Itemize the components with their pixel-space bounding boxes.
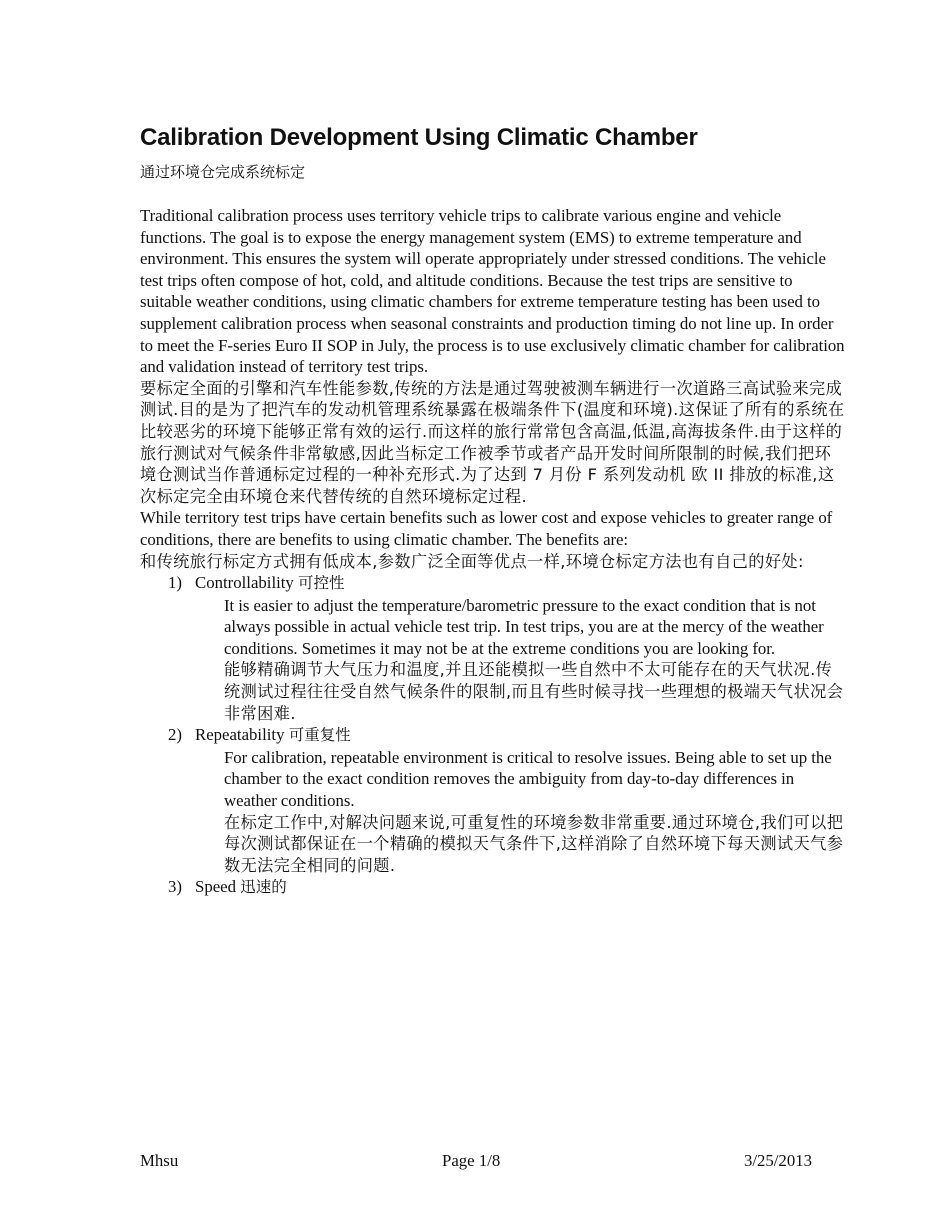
benefits-intro-en: While territory test trips have certain benefits such as lower cost and expose vehicles to greater range of conditions, there are benefits to using climatic chamber. The benefits are: bbox=[140, 508, 833, 549]
benefit-item-speed bbox=[140, 876, 846, 899]
benefits-intro-zh: 和传统旅行标定方式拥有低成本,参数广泛全面等优点一样,环境仓标定方法也有自己的好处: bbox=[140, 551, 804, 571]
benefit-label-zh: 可控性 bbox=[298, 574, 345, 593]
benefit-body bbox=[140, 595, 846, 725]
benefit-label-zh: 可重复性 bbox=[288, 726, 351, 745]
footer-page-number: Page 1/8 bbox=[442, 1151, 501, 1170]
document-title: Calibration Development Using Climatic Chamber bbox=[140, 124, 698, 151]
benefit-label-zh: 迅速的 bbox=[240, 878, 287, 897]
footer-author: Mhsu bbox=[140, 1151, 179, 1170]
benefit-label-en: Speed bbox=[195, 877, 237, 897]
benefit-body-zh: 在标定工作中,对解决问题来说,可重复性的环境参数非常重要.通过环境仓,我们可以把每次测试都保证在一个精确的模拟天气条件下,这样消除了自然环境下每天测试天气参数无法完全相同的问题. bbox=[224, 812, 844, 875]
benefits-list bbox=[140, 572, 846, 899]
benefit-number: 1) bbox=[168, 573, 182, 593]
benefit-body-zh: 能够精确调节大气压力和温度,并且还能模拟一些自然中不太可能存在的天气状况.传统测试过程往往受自然气候条件的限制,而且有些时候寻找一些理想的极端天气状况会非常困难. bbox=[224, 660, 844, 723]
document-subtitle: 通过环境仓完成系统标定 bbox=[140, 163, 306, 181]
benefit-label-en: Repeatability bbox=[195, 725, 285, 745]
footer-date: 3/25/2013 bbox=[743, 1151, 812, 1170]
document-body bbox=[140, 122, 846, 899]
benefit-item-repeatability bbox=[140, 724, 846, 876]
benefit-number: 3) bbox=[168, 877, 182, 897]
intro-paragraph-en: Traditional calibration process uses territory vehicle trips to calibrate various engine and vehicle functions. The goal is to expose the energy management system (EMS) to extreme temperature and environment. This ensures the system will operate appropriately under stressed conditions. The vehicle test trips often compose of hot, cold, and altitude conditions. Because the test trips are sensitive to suitable weather conditions, using climatic chambers for extreme temperature testing has been used to supplement calibration process when seasonal constraints and production timing do not line up. In order to meet the F-series Euro II SOP in July, the process is to use exclusively climatic chamber for calibration and validation instead of territory test trips. bbox=[140, 206, 845, 377]
page-footer bbox=[140, 1150, 812, 1172]
benefit-body-en: For calibration, repeatable environment is critical to resolve issues. Being able to set up the chamber to the exact condition removes the ambiguity from day-to-day differences in weather conditions. bbox=[224, 747, 832, 811]
benefit-body bbox=[140, 747, 846, 877]
benefit-item-controllability bbox=[140, 572, 846, 724]
benefit-number: 2) bbox=[168, 725, 182, 745]
benefit-label-en: Controllability bbox=[195, 573, 294, 593]
intro-paragraph-zh: 要标定全面的引擎和汽车性能参数,传统的方法是通过驾驶被测车辆进行一次道路三高试验来完成测试.目的是为了把汽车的发动机管理系统暴露在极端条件下(温度和环境).这保证了所有的系统在比较恶劣的环境下能够正常有效的运行.而这样的旅行常常包含高温,低温,高海拔条件.由于这样的旅行测试对气候条件非常敏感,因此当标定工作被季节或者产品开发时间所限制的时候,我们把环境仓测试当作普通标定过程的一种补充形式.为了达到 7 月份 F 系列发动机 欧 II 排放的标准,这次标定完全由环境仓来代替传统的自然环境标定过程. bbox=[140, 378, 845, 506]
benefit-body-en: It is easier to adjust the temperature/barometric pressure to the exact condition that is not always possible in actual vehicle test trip. In test trips, you are at the mercy of the weather conditions. Sometimes it may not be at the extreme conditions you are looking for. bbox=[224, 595, 824, 658]
